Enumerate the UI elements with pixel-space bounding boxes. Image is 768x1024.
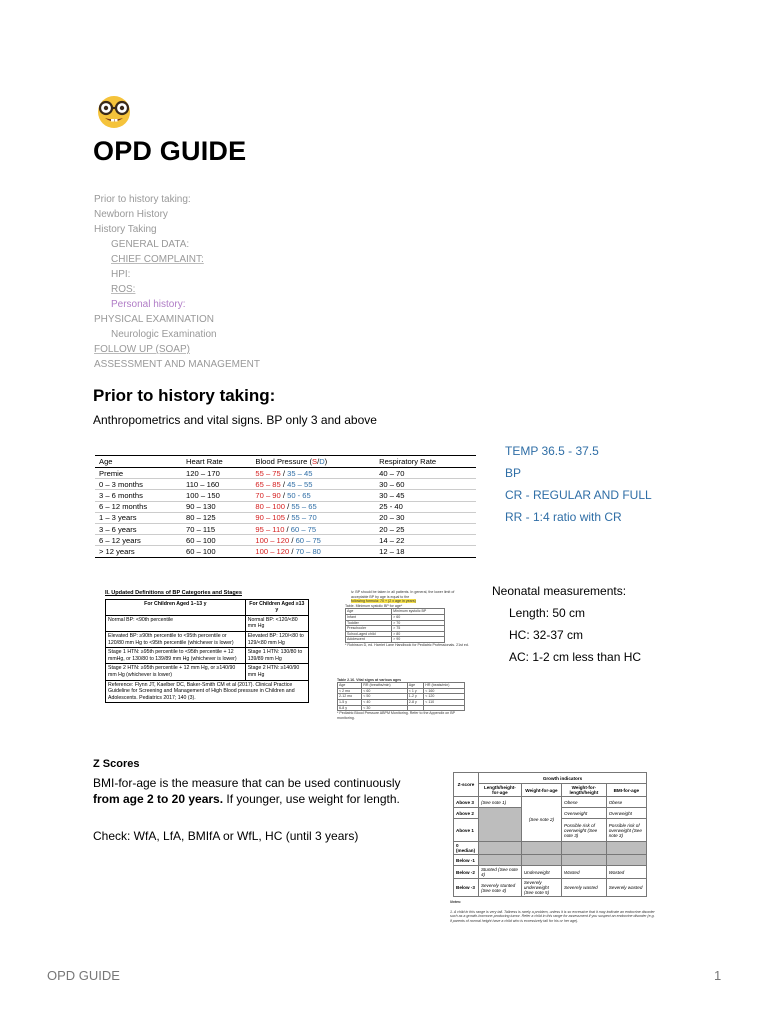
cell: 25 - 40 xyxy=(375,501,476,512)
cell: Overweight xyxy=(562,808,607,819)
cell: 0 – 3 months xyxy=(95,479,182,490)
cell: < 160 xyxy=(424,688,465,694)
cell: Normal BP: <90th percentile xyxy=(106,615,246,631)
cell: 100 – 120 / 70 – 80 xyxy=(251,546,375,557)
neonatal-measurements xyxy=(492,580,641,668)
column-header: Minimum systolic BP xyxy=(392,609,445,615)
cell: Preschooler xyxy=(346,626,392,632)
cell: 1 – 3 years xyxy=(95,512,182,523)
cell: > 70 xyxy=(392,620,445,626)
cell: 70 – 90 / 50 - 65 xyxy=(251,490,375,501)
toc-item[interactable]: Personal history: xyxy=(111,299,186,310)
cell: < 50 xyxy=(362,694,408,700)
cell: Severely underweight (See note 5) xyxy=(521,879,561,897)
table-row xyxy=(95,535,476,546)
cell: 110 – 160 xyxy=(182,479,251,490)
cell: Overweight xyxy=(606,808,646,819)
cell: Premie xyxy=(95,468,182,479)
footer-title: OPD GUIDE xyxy=(47,968,120,983)
column-header: Length/height-for-age xyxy=(478,784,521,797)
cell: Severely wasted xyxy=(606,879,646,897)
table-caption: Table. Minimum systolic BP for age* xyxy=(345,603,403,608)
cell: 95 – 110 / 60 – 75 xyxy=(251,523,375,534)
cell: Elevated BP: ≥90th percentile to <95th percentile or 120/80 mm Hg to <95th percentile (whichever is lower) xyxy=(106,631,246,647)
cell: 65 – 85 / 45 – 55 xyxy=(251,479,375,490)
cell: Possible risk of overweight (See note 3) xyxy=(562,819,607,842)
table-row xyxy=(95,490,476,501)
cell: Severely wasted xyxy=(562,879,607,897)
cell: Obese xyxy=(606,797,646,808)
footnote: * Pediatric Blood Pressure ABPM Monitoring. Refer to the Appendix on BP monitoring. xyxy=(337,711,455,720)
cell: Wasted xyxy=(562,866,607,879)
cell: (See note 2) xyxy=(521,797,561,842)
cell: Infant xyxy=(346,614,392,620)
source: * Robinson D, ed. Harriet Lane Handbook for Pediatric Professionals. 21st ed. xyxy=(345,642,469,647)
cell: 40 – 70 xyxy=(375,468,476,479)
cell: Possible risk of overweight (See note 3) xyxy=(606,819,646,842)
section-heading: Prior to history taking: xyxy=(93,386,276,405)
cell: Stunted (See note 4) xyxy=(478,866,521,879)
cell: 55 – 75 / 35 – 45 xyxy=(251,468,375,479)
row-label: Above 3 xyxy=(454,797,479,808)
toc-item[interactable]: History Taking xyxy=(94,224,157,235)
cell: 20 – 25 xyxy=(375,523,476,534)
table-caption: Table 2.16. Vital signs at various ages xyxy=(337,677,402,682)
cell: < 40 xyxy=(362,699,408,705)
cell: Stage 2 HTN: ≥140/90 mm Hg xyxy=(245,664,308,680)
toc-item[interactable]: Prior to history taking: xyxy=(94,194,191,205)
cell xyxy=(478,808,521,842)
zscores-heading: Z Scores xyxy=(93,758,140,770)
cell: Underweight xyxy=(521,866,561,879)
toc-item[interactable]: CHIEF COMPLAINT: xyxy=(111,254,204,265)
row-label: Below -1 xyxy=(454,855,479,866)
cell: 70 – 115 xyxy=(182,523,251,534)
cell: 60 – 100 xyxy=(182,546,251,557)
cell: Obese xyxy=(562,797,607,808)
column-header: Age xyxy=(95,456,182,468)
zscores-check: Check: WfA, LfA, BMIfA or WfL, HC (until 3 years) xyxy=(93,829,359,843)
cell: 80 – 100 / 55 – 65 xyxy=(251,501,375,512)
cell: > 60 xyxy=(392,614,445,620)
cell: 120 – 170 xyxy=(182,468,251,479)
column-header: HR (beats/min) xyxy=(424,683,465,689)
cell: > 80 xyxy=(392,631,445,637)
notes-title: Notes: xyxy=(450,900,462,904)
column-header: Weight-for-length/height xyxy=(562,784,607,797)
cell: 6 – 12 years xyxy=(95,535,182,546)
cell: Normal BP: <120/<80 mm Hg xyxy=(245,615,308,631)
cell: 1-5 y xyxy=(338,699,362,705)
cell: < 1 y xyxy=(407,688,423,694)
vital-signs-table xyxy=(95,455,476,558)
table-row xyxy=(95,523,476,534)
column-header: Respiratory Rate xyxy=(375,456,476,468)
bp-note-figure xyxy=(337,590,469,720)
document-title: OPD GUIDE xyxy=(93,136,247,166)
cell: Stage 2 HTN: ≥95th percentile + 12 mm Hg, or ≥140/90 mm Hg (whichever is lower) xyxy=(106,664,246,680)
bp-categories-figure xyxy=(105,590,309,703)
cell: 20 – 30 xyxy=(375,512,476,523)
cell: 30 – 60 xyxy=(375,479,476,490)
cell: 80 – 125 xyxy=(182,512,251,523)
cell: 2-8 y xyxy=(407,699,423,705)
cell: Elevated BP: 120/<80 to 129/<80 mm Hg xyxy=(245,631,308,647)
row-label: Above 1 xyxy=(454,819,479,842)
table-of-contents xyxy=(94,192,260,372)
cell: 3 – 6 years xyxy=(95,523,182,534)
row-label: 0 (median) xyxy=(454,842,479,855)
cell: > 12 years xyxy=(95,546,182,557)
cell xyxy=(424,705,465,711)
figure-caption: II. Updated Definitions of BP Categories and Stages xyxy=(105,590,242,596)
reference: Reference: Flynn JT, Kaelber DC, Baker-Smith CM et al (2017). Clinical Practice Guideline for Screening and Management of High Blood pressure in Children and Adolescents. Pediatrics 2017; 140 (3). xyxy=(106,680,309,703)
column-header: Weight-for-age xyxy=(521,784,561,797)
table-row xyxy=(95,501,476,512)
toc-item[interactable]: Newborn History xyxy=(94,209,168,220)
column-header: RR (breaths/min) xyxy=(362,683,408,689)
note-text: iv. BP should be taken in all patients. In general, the lower limit of acceptable BP by age is equal to the xyxy=(351,590,455,599)
cell: 1-2 y xyxy=(407,694,423,700)
zscores-paragraph: BMI-for-age is the measure that can be used continuously from age 2 to 20 years. If younger, use weight for length. xyxy=(93,776,401,806)
cell: Stage 1 HTN: 130/80 to 139/89 mm Hg xyxy=(245,648,308,664)
cell: 100 – 150 xyxy=(182,490,251,501)
row-label: Below -3 xyxy=(454,879,479,897)
cell: < 2 mo xyxy=(338,688,362,694)
cell: < 60 xyxy=(362,688,408,694)
column-header: Growth indicators xyxy=(478,773,646,784)
toc-item[interactable]: Neurologic Examination xyxy=(111,329,217,340)
cell: Wasted xyxy=(606,866,646,879)
cell: 30 – 45 xyxy=(375,490,476,501)
cell: 90 – 130 xyxy=(182,501,251,512)
toc-item[interactable]: PHYSICAL EXAMINATION xyxy=(94,314,215,325)
column-header: For Children Aged ≥13 y xyxy=(245,599,308,615)
vital-signs-list xyxy=(505,440,652,528)
cell: 90 – 105 / 55 – 70 xyxy=(251,512,375,523)
toc-item[interactable]: FOLLOW UP (SOAP) xyxy=(94,344,190,355)
cell: 14 – 22 xyxy=(375,535,476,546)
column-header: BMI-for-age xyxy=(606,784,646,797)
cell: Adolescent xyxy=(346,637,392,643)
cell: School-aged child xyxy=(346,631,392,637)
table-row xyxy=(95,512,476,523)
row-label: Above 2 xyxy=(454,808,479,819)
neonatal-item: AC: 1-2 cm less than HC xyxy=(509,650,642,664)
cell: > 75 xyxy=(392,626,445,632)
cell: > 90 xyxy=(392,637,445,643)
toc-item[interactable]: ROS: xyxy=(111,284,136,295)
note-item: 1. A child in this range is very tall. Tallness is rarely a problem, unless it is so excessive that it may indicate an endocrine disorder such as a growth-hormone-producing tumor. Refer a child in this range for assessment if you suspect an endocrine disorder (e.g. if parents of normal height have a child who is excessively tall for his or her age). xyxy=(450,909,655,923)
cell xyxy=(407,705,423,711)
column-header: Blood Pressure (S/D) xyxy=(251,456,375,468)
toc-item[interactable]: ASSESSMENT AND MANAGEMENT xyxy=(94,359,260,370)
cell: (See note 1) xyxy=(478,797,521,808)
cell: 6 – 12 months xyxy=(95,501,182,512)
cell: Severely stunted (See note 4) xyxy=(478,879,521,897)
toc-item[interactable]: GENERAL DATA: xyxy=(111,239,190,250)
cell: 60 – 100 xyxy=(182,535,251,546)
column-header: Z-score xyxy=(454,773,479,797)
column-header: For Children Aged 1–13 y xyxy=(106,599,246,615)
table-row xyxy=(95,468,476,479)
toc-item[interactable]: HPI: xyxy=(111,269,131,280)
cell: Toddler xyxy=(346,620,392,626)
column-header: Age xyxy=(346,609,392,615)
table-row xyxy=(95,546,476,557)
section-intro: Anthropometrics and vital signs. BP only 3 and above xyxy=(93,413,377,427)
cell: 12 – 18 xyxy=(375,546,476,557)
vital-item: RR - 1:4 ratio with CR xyxy=(505,510,622,524)
table-row xyxy=(95,479,476,490)
cell: < 120 xyxy=(424,694,465,700)
column-header: Age xyxy=(407,683,423,689)
neonatal-heading: Neonatal measurements: xyxy=(492,584,627,598)
column-header: Heart Rate xyxy=(182,456,251,468)
cell: Stage 1 HTN: ≥95th percentile to <95th percentile + 12 mmHg, or 130/80 to 139/89 mm Hg (whichever is lower) xyxy=(106,648,246,664)
cell: < 30 xyxy=(362,705,408,711)
formula: following formula: 70 + (2 x age in years) xyxy=(351,599,416,604)
neonatal-item: Length: 50 cm xyxy=(509,606,586,620)
neonatal-item: HC: 32-37 cm xyxy=(509,628,584,642)
cell: 100 – 120 / 60 – 75 xyxy=(251,535,375,546)
nerd-face-icon xyxy=(93,94,135,130)
growth-notes xyxy=(450,900,655,923)
column-header: Age xyxy=(338,683,362,689)
cell: 6-8 y xyxy=(338,705,362,711)
row-label: Below -2 xyxy=(454,866,479,879)
cell: 3 – 6 months xyxy=(95,490,182,501)
cell: < 110 xyxy=(424,699,465,705)
growth-indicators-table xyxy=(453,772,647,897)
vital-item: TEMP 36.5 - 37.5 xyxy=(505,444,599,458)
vital-item: BP xyxy=(505,466,522,480)
vital-item: CR - REGULAR AND FULL xyxy=(505,488,652,502)
cell: 2-12 mo xyxy=(338,694,362,700)
page-number: 1 xyxy=(714,968,722,983)
